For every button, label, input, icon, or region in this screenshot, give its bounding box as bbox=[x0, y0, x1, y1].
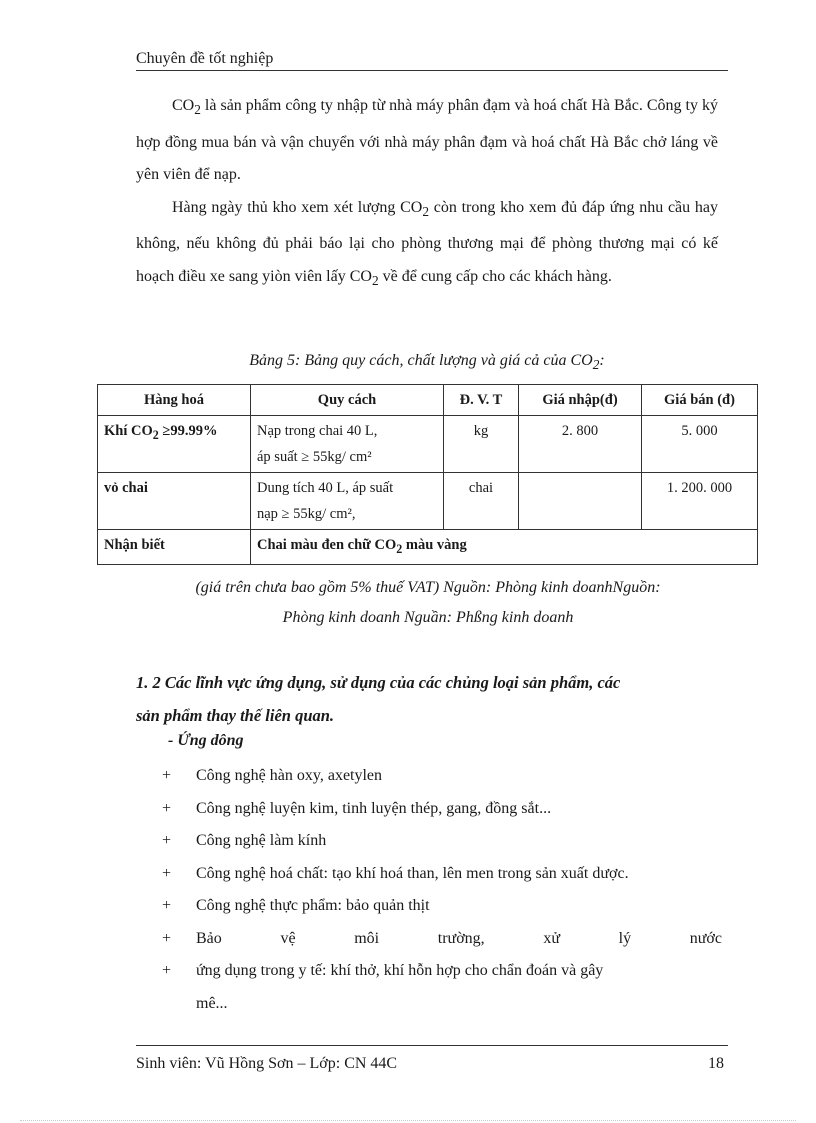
cell-unit: chai bbox=[444, 473, 519, 530]
cell-sell-price: 5. 000 bbox=[642, 416, 758, 473]
cell-spec: Dung tích 40 L, áp suất nạp ≥ 55kg/ cm², bbox=[251, 473, 444, 530]
list-item: + Công nghệ làm kính bbox=[162, 825, 722, 858]
cell-buy-price bbox=[519, 473, 642, 530]
paragraph-2: Hàng ngày thủ kho xem xét lượng $CO_2$ còn trong kho xem đủ đáp ứng nhu cầu hay không, nếu không đủ phải báo lại cho phòng thương mại để phòng thương mại có kế hoạch điều xe sang yiòn viên lấy $CO_2$ về để cung cấp cho các khách hàng. bbox=[136, 198, 718, 289]
table-source-note: (giá trên chưa bao gồm 5% thuế VAT) Nguồn: Phòng kinh doanhNguồn: Phòng kinh doanh Nguần: Phßng kinh doanh bbox=[195, 579, 661, 626]
page-number: 18 bbox=[708, 1055, 724, 1072]
page-footer bbox=[136, 1045, 728, 1073]
paragraph-1: $CO_2$ là sản phẩm công ty nhập từ nhà máy phân đạm và hoá chất Hà Bắc. Công ty ký hợp đồng mua bán và vận chuyển với nhà máy phân đạm và hoá chất Hà Bắc chở láng về yên viên để nạp. bbox=[136, 97, 718, 184]
list-item: + Công nghệ hàn oxy, axetylen bbox=[162, 760, 722, 793]
footer-student-info: Sinh viên: Vũ Hồng Sơn – Lớp: CN 44C bbox=[136, 1055, 398, 1072]
col-header-unit: Đ. V. T bbox=[444, 385, 519, 416]
table-header-row bbox=[98, 385, 758, 416]
cell-identification: Chai màu đen chữ $CO_2$ màu vàng bbox=[251, 530, 758, 565]
section-heading: 1. 2 Các lĩnh vực ứng dụng, sử dụng của các chủng loại sản phẩm, các sản phẩm thay thế liên quan. bbox=[136, 673, 621, 725]
page-bottom-divider bbox=[20, 1120, 796, 1121]
list-item: + Bảo vệ môi trường, xử lý nước bbox=[162, 923, 722, 956]
cell-unit: kg bbox=[444, 416, 519, 473]
bullet-plus: + bbox=[162, 767, 172, 784]
col-header-sell-price: Giá bán (đ) bbox=[642, 385, 758, 416]
bullet-plus: + bbox=[162, 832, 172, 849]
table-row bbox=[98, 530, 758, 565]
header-title: Chuyên đề tốt nghiệp bbox=[136, 50, 274, 67]
bullet-plus: + bbox=[162, 799, 172, 817]
page-header bbox=[136, 50, 728, 71]
bullet-plus: + bbox=[162, 929, 172, 947]
list-item: + Công nghệ hoá chất: tạo khí hoá than, lên men trong sản xuất dược. bbox=[162, 858, 722, 891]
product-spec-table bbox=[97, 384, 758, 565]
table-row bbox=[98, 416, 758, 473]
cell-goods: Nhận biết bbox=[98, 530, 251, 565]
list-item: + Công nghệ thực phẩm: bảo quản thịt bbox=[162, 890, 722, 923]
application-list bbox=[162, 760, 722, 1020]
cell-goods: Khí $CO_2 \ge 99.99\%$ bbox=[98, 416, 251, 473]
intro-paragraphs bbox=[136, 90, 718, 298]
bullet-plus: + bbox=[162, 962, 172, 979]
table-caption: Bảng 5: Bảng quy cách, chất lượng và giá cả của $CO_2$: bbox=[249, 352, 605, 373]
col-header-buy-price: Giá nhập(đ) bbox=[519, 385, 642, 416]
list-item: + ứng dụng trong y tế: khí thở, khí hỗn hợp cho chẩn đoán và gây mê... bbox=[162, 955, 722, 1020]
cell-goods: vỏ chai bbox=[98, 473, 251, 530]
col-header-spec: Quy cách bbox=[251, 385, 444, 416]
col-header-goods: Hàng hoá bbox=[98, 385, 251, 416]
list-item: + Công nghệ luyện kim, tinh luyện thép, gang, đồng sắt... bbox=[162, 793, 722, 826]
cell-spec: Nạp trong chai 40 L, áp suất ≥ 55kg/ cm² bbox=[251, 416, 444, 473]
cell-sell-price: 1. 200. 000 bbox=[642, 473, 758, 530]
section-subheading: - Ứng dông bbox=[168, 732, 244, 749]
bullet-plus: + bbox=[162, 864, 172, 882]
cell-buy-price: 2. 800 bbox=[519, 416, 642, 473]
table-row bbox=[98, 473, 758, 530]
bullet-plus: + bbox=[162, 897, 172, 914]
